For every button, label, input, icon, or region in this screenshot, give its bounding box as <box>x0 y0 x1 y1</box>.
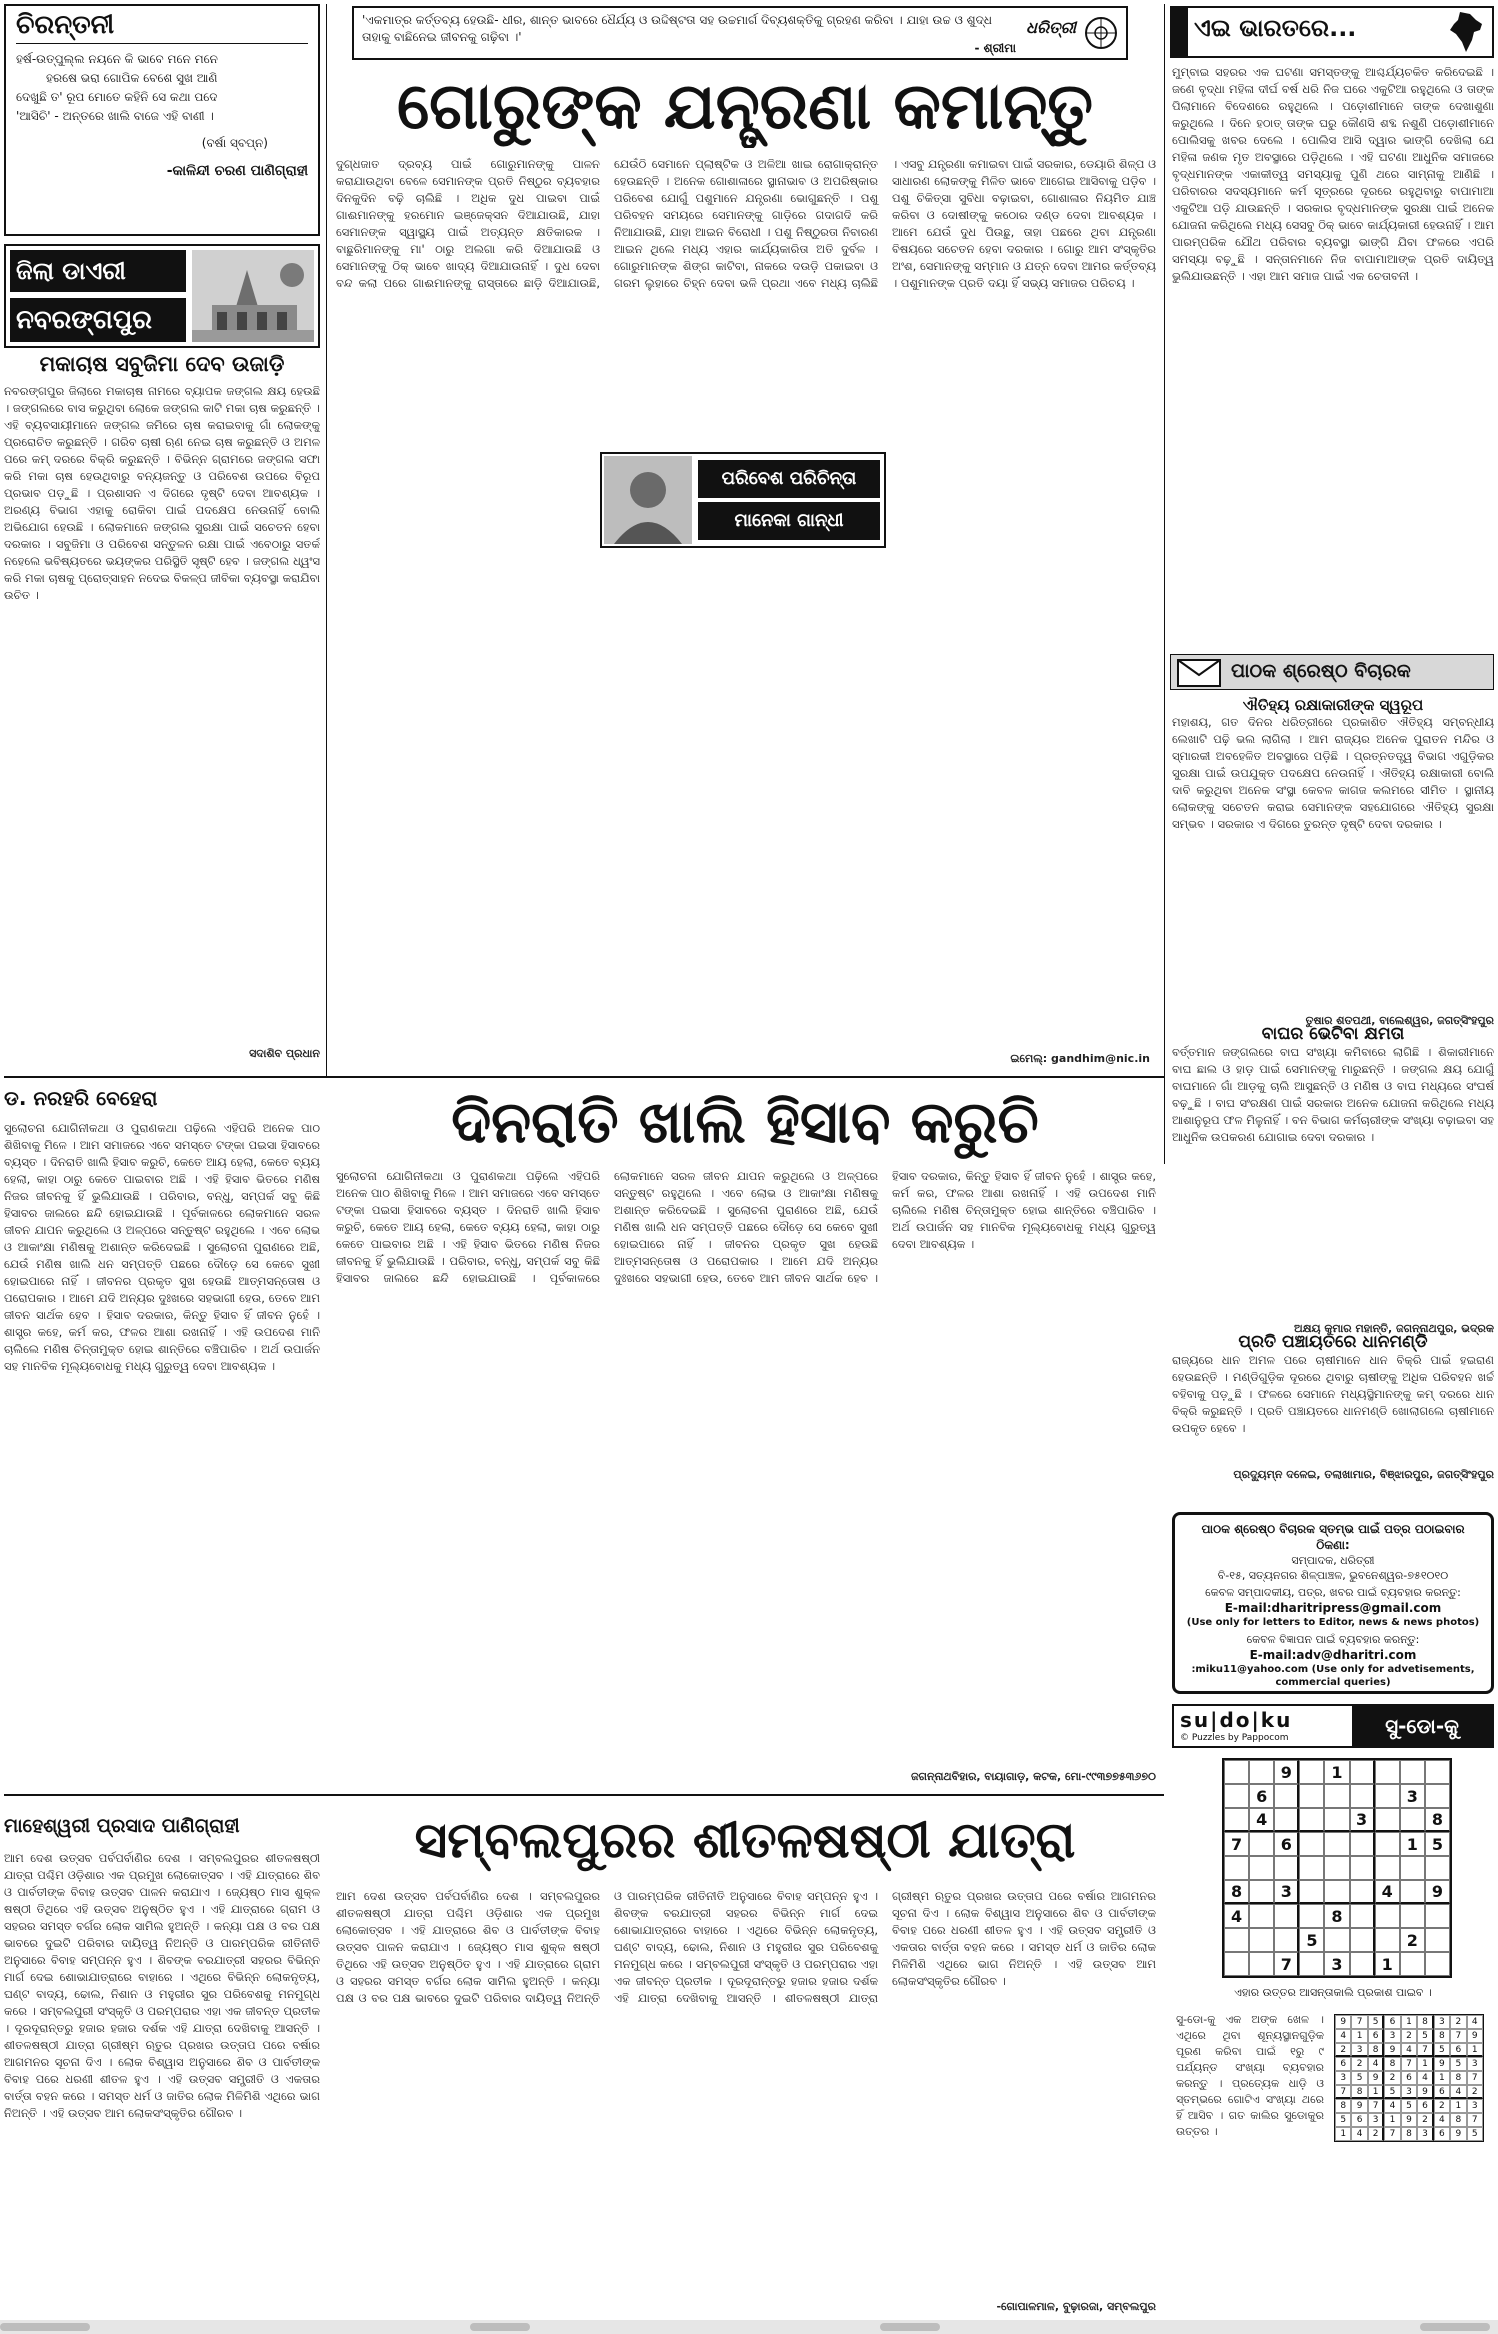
sudoku-cell <box>1299 1808 1324 1832</box>
sudoku-solution-cell: 2 <box>1434 2099 1450 2113</box>
sudoku-solution-cell: 1 <box>1417 2057 1433 2071</box>
sudoku-solution-cell: 7 <box>1368 2099 1384 2113</box>
district-diary-article <box>4 352 320 1072</box>
sudoku-solution-cell: 6 <box>1401 2071 1417 2085</box>
sudoku-solution-cell: 5 <box>1351 2071 1367 2085</box>
sudoku-solution-cell: 2 <box>1335 2043 1351 2057</box>
sudoku-cell: 1 <box>1324 1760 1349 1784</box>
sudoku-cell <box>1274 1784 1299 1808</box>
quote-author: - ଶ୍ରୀମା <box>974 41 1016 55</box>
sudoku-solution-cell: 8 <box>1450 2071 1466 2085</box>
sudoku-solution-cell: 4 <box>1351 2127 1367 2141</box>
letter-item <box>1172 1024 1494 1336</box>
sudoku-cell <box>1324 1856 1349 1880</box>
letter-body: ମହାଶୟ, ଗତ ଦିନର ଧରିତ୍ରୀରେ ପ୍ରକାଶିତ ଐତିହ୍ୟ ସମ୍ବନ୍ଧୀୟ ଲେଖାଟି ପଢ଼ି ଭଲ ଲାଗିଲା । ଆମ ରାଜ୍ୟର ଅନେକ ପୁରାତନ ମନ୍ଦିର ଓ ସ୍ମାରକୀ ଅବହେଳିତ ଅବସ୍ଥାରେ ପଡ଼ିଛି । ପ୍ରତ୍ନତତ୍ତ୍ୱ ବିଭାଗ ଏଗୁଡ଼ିକର ସୁରକ୍ଷା ପାଇଁ ଉପଯୁକ୍ତ ପଦକ୍ଷେପ ନେଉନାହିଁ । ଐତିହ୍ୟ ରକ୍ଷାକାରୀ ବୋଲି ଦାବି କରୁଥିବା ଅନେକ ସଂସ୍ଥା କେବଳ କାଗଜ କଲମରେ ସୀମିତ । ସ୍ଥାନୀୟ ଲୋକଙ୍କୁ ସଚେତନ କରାଇ ସେମାନଙ୍କ ସହଯୋଗରେ ଐତିହ୍ୟ ସୁରକ୍ଷା ସମ୍ଭବ । ସରକାର ଏ ଦିଗରେ ତୁରନ୍ତ ଦୃଷ୍ଟି ଦେବା ଦରକାର । <box>1172 715 1494 831</box>
sudoku-cell: 7 <box>1274 1952 1299 1976</box>
sudoku-cell <box>1425 1928 1450 1952</box>
sudoku-cell: 7 <box>1224 1832 1249 1856</box>
sudoku-solution-cell: 5 <box>1401 2099 1417 2113</box>
sudoku-cell <box>1375 1784 1400 1808</box>
sambalpur-author-heading <box>4 1808 320 1844</box>
poem-line: (ବର୍ଷା ସ୍ବପ୍ନ) <box>201 136 268 150</box>
sudoku-solution-cell: 2 <box>1417 2113 1433 2127</box>
sudoku-logo: su|do|ku <box>1180 1708 1293 1732</box>
poem-line: ହରଷେ ଭରା ଗୋପିକ ବେଶେ ସୁଖ ଆଣି <box>46 71 218 85</box>
sudoku-solution-cell: 7 <box>1335 2085 1351 2099</box>
sudoku-solution-cell: 6 <box>1434 2127 1450 2141</box>
sudoku-cell: 3 <box>1350 1808 1375 1832</box>
ei-bharatare-title: ଏଇ ଭାରତରେ... <box>1194 14 1357 42</box>
letter-title: ଐତିହ୍ୟ ରକ୍ଷାକାରୀଙ୍କ ସ୍ୱରୂପ <box>1242 696 1424 714</box>
sambalpur-author: ମାହେଶ୍ୱରୀ ପ୍ରସାଦ ପାଣିଗ୍ରାହୀ <box>4 1815 240 1837</box>
sudoku-title: ସୁ-ଡୋ-କୁ <box>1352 1706 1492 1746</box>
sudoku-solution-cell: 1 <box>1351 2029 1367 2043</box>
sudoku-cell <box>1375 1856 1400 1880</box>
sudoku-cell: 8 <box>1425 1808 1450 1832</box>
sudoku-solution-cell: 8 <box>1335 2099 1351 2113</box>
sudoku-cell <box>1299 1832 1324 1856</box>
sudoku-solution-cell: 4 <box>1450 2085 1466 2099</box>
sudoku-solution-cell: 3 <box>1384 2029 1400 2043</box>
lead-column-badge <box>600 452 886 548</box>
sudoku-solution-cell: 5 <box>1434 2043 1450 2057</box>
sudoku-solution-cell: 3 <box>1401 2085 1417 2099</box>
sudoku-grid <box>1222 1758 1452 1978</box>
district-author: ସଦାଶିବ ପ୍ରଧାନ <box>249 1047 320 1060</box>
sudoku-cell <box>1299 1856 1324 1880</box>
district-photo <box>192 250 314 342</box>
sudoku-solution-cell: 8 <box>1368 2043 1384 2057</box>
sudoku-solution-cell: 8 <box>1384 2057 1400 2071</box>
letter-title: ପ୍ରତି ପଞ୍ଚାୟତରେ ଧାନମଣ୍ଡି <box>1238 1332 1428 1352</box>
sudoku-solution-cell: 2 <box>1368 2127 1384 2141</box>
quote-box <box>352 6 1128 60</box>
sudoku-cell: 5 <box>1425 1832 1450 1856</box>
sudoku-cell: 4 <box>1375 1880 1400 1904</box>
narahari-author-heading <box>4 1082 320 1114</box>
sudoku-solution-cell: 7 <box>1351 2015 1367 2029</box>
sudoku-solution-cell: 5 <box>1467 2127 1483 2141</box>
sudoku-solution-cell: 1 <box>1450 2099 1466 2113</box>
sambalpur-body-lead: ଆମ ଦେଶ ଉତ୍ସବ ପର୍ବପର୍ବାଣିର ଦେଶ । ସମ୍ବଲପୁରର ଶୀତଳଷଷ୍ଠୀ ଯାତ୍ରା ପଶ୍ଚିମ ଓଡ଼ିଶାର ଏକ ପ୍ରମୁଖ ଲୋକୋତ୍ସବ । ଏହି ଯାତ୍ରାରେ ଶିବ ଓ ପାର୍ବତୀଙ୍କ ବିବାହ ଉତ୍ସବ ପାଳନ କରାଯାଏ । ଜ୍ୟେଷ୍ଠ ମାସ ଶୁକ୍ଳ ଷଷ୍ଠୀ ତିଥିରେ ଏହି ଉତ୍ସବ ଅନୁଷ୍ଠିତ ହୁଏ । ଏହି ଯାତ୍ରାରେ ଗ୍ରାମ ଓ ସହରର ସମସ୍ତ ବର୍ଗର ଲୋକ ସାମିଲ ହୁଅନ୍ତି । କନ୍ୟା ପକ୍ଷ ଓ ବର ପକ୍ଷ ଭାବରେ ଦୁଇଟି ପରିବାର ଦାୟିତ୍ୱ ନିଅନ୍ତି ଓ ପାରମ୍ପରିକ ରୀତିନୀତି ଅନୁସାରେ ବିବାହ ସମ୍ପନ୍ନ ହୁଏ । ଶିବଙ୍କ ବରଯାତ୍ରୀ ସହରର ବିଭିନ୍ନ ମାର୍ଗ ଦେଇ ଶୋଭାଯାତ୍ରାରେ ବାହାରେ । ଏଥିରେ ବିଭିନ୍ନ ଲୋକନୃତ୍ୟ, ଘଣ୍ଟ ବାଦ୍ୟ, ଢୋଲ, ନିଶାନ ଓ ମହୁରୀର ସୁର ପରିବେଶକୁ ମନମୁଗ୍ଧ କରେ । ସମ୍ବଲପୁରୀ ସଂସ୍କୃତି ଓ ପରମ୍ପରାର ଏହା ଏକ ଜୀବନ୍ତ ପ୍ରତୀକ । ଦୂରଦୂରାନ୍ତରୁ ହଜାର ହଜାର ଦର୍ଶକ ଏହି ଯାତ୍ରା ଦେଖିବାକୁ ଆସନ୍ତି । ଶୀତଳଷଷ୍ଠୀ ଯାତ୍ରା ଗ୍ରୀଷ୍ମ ଋତୁର ପ୍ରଖର ଉତ୍ତାପ ପରେ ବର୍ଷାର ଆଗମନର ସୂଚନା ଦିଏ । ଲୋକ ବିଶ୍ୱାସ ଅନୁସାରେ ଶିବ ଓ ପାର୍ବତୀଙ୍କ ବିବାହ ପରେ ଧରଣୀ ଶୀତଳ ହୁଏ । ଏହି ଉତ୍ସବ ସମ୍ପ୍ରୀତି ଓ ଏକତାର ବାର୍ତ୍ତା ବହନ କରେ । ସମସ୍ତ ଧର୍ମ ଓ ଜାତିର ଲୋକ ମିଳିମିଶି ଏଥିରେ ଭାଗ ନିଅନ୍ତି । ଏହି ଉତ୍ସବ ଆମ ଲୋକସଂସ୍କୃତିର ଗୌରବ । <box>4 1851 320 2120</box>
contact-heading: ପାଠକ ଶ୍ରେଷ୍ଠ ବିଚାରକ ସ୍ତମ୍ଭ ପାଇଁ ପତ୍ର ପଠାଇବାର ଠିକଣା: <box>1201 1522 1465 1552</box>
sudoku-cell <box>1224 1808 1249 1832</box>
author-avatar-icon <box>604 456 692 544</box>
sudoku-cell <box>1324 1832 1349 1856</box>
sudoku-solution-cell: 7 <box>1467 2113 1483 2127</box>
envelope-icon <box>1177 659 1221 687</box>
sudoku-cell <box>1324 1808 1349 1832</box>
sudoku-cell: 6 <box>1274 1832 1299 1856</box>
scrollbar-thumb[interactable] <box>470 2323 530 2331</box>
sudoku-solution-grid <box>1334 2014 1484 2142</box>
sudoku-solution-cell: 9 <box>1335 2015 1351 2029</box>
sudoku-solution-cell: 1 <box>1368 2085 1384 2099</box>
sudoku-solution-cell: 4 <box>1335 2029 1351 2043</box>
sudoku-cell <box>1299 1952 1324 1976</box>
narahari-author: ଡ. ନରହରି ବେହେରା <box>4 1086 158 1110</box>
sudoku-instructions: ସୁ-ଡୋ-କୁ ଏକ ଅଙ୍କ ଖେଳ । ଏଥିରେ ଥିବା ଶୂନ୍ୟସ୍ଥାନଗୁଡ଼ିକ ପୂରଣ କରିବା ପାଇଁ ୧ରୁ ୯ ପର୍ଯ୍ୟନ୍ତ ସଂଖ୍ୟା ବ୍ୟବହାର କରନ୍ତୁ । ପ୍ରତ୍ୟେକ ଧାଡ଼ି ଓ ସ୍ତମ୍ଭରେ ଗୋଟିଏ ସଂଖ୍ୟା ଥରେ ହିଁ ଆସିବ । ଗତ କାଲିର ସୁଡୋକୁର ଉତ୍ତର । <box>1176 2013 1324 2138</box>
temple-icon <box>192 250 314 342</box>
sudoku-cell <box>1249 1904 1274 1928</box>
poem-author: -କାଳିନ୍ଦୀ ଚରଣ ପାଣିଗ୍ରାହୀ <box>166 163 308 179</box>
district-body: ନବରଙ୍ଗପୁର ଜିଲାରେ ମକାଚାଷ ନାମରେ ବ୍ୟାପକ ଜଙ୍ଗଲ କ୍ଷୟ ହେଉଛି । ଜଙ୍ଗଲରେ ବାସ କରୁଥିବା ଲୋକେ ଜଙ୍ଗଲ କାଟି ମକା ଚାଷ କରୁଛନ୍ତି । ଏହି ବ୍ୟବସାୟୀମାନେ ଜଙ୍ଗଲ ଜମିରେ ଚାଷ କରାଇବାକୁ ଗାଁ ଲୋକଙ୍କୁ ପ୍ରରୋଚିତ କରୁଛନ୍ତି । ଗରିବ ଚାଷୀ ଋଣ ନେଇ ଚାଷ କରୁଛନ୍ତି ଓ ଅମଳ ପରେ କମ୍ ଦରରେ ବିକ୍ରି କରୁଛନ୍ତି । ବିଭିନ୍ନ ଗ୍ରାମରେ ଜଙ୍ଗଲ ସଫା କରି ମକା ଚାଷ ହେଉଥିବାରୁ ବନ୍ୟଜନ୍ତୁ ଓ ପରିବେଶ ଉପରେ ବିରୂପ ପ୍ରଭାବ ପଡ଼ୁଛି । ପ୍ରଶାସନ ଏ ଦିଗରେ ଦୃଷ୍ଟି ଦେବା ଆବଶ୍ୟକ । ଅରଣ୍ୟ ବିଭାଗ ଏହାକୁ ରୋକିବା ପାଇଁ ପଦକ୍ଷେପ ନେଉନାହିଁ ବୋଲି ଅଭିଯୋଗ ହେଉଛି । ଲୋକମାନେ ଜଙ୍ଗଲ ସୁରକ୍ଷା ପାଇଁ ସଚେତନ ହେବା ଦରକାର । ସବୁଜିମା ଓ ପରିବେଶ ସନ୍ତୁଳନ ରକ୍ଷା ପାଇଁ ଏବେଠାରୁ ସତର୍କ ନହେଲେ ଭବିଷ୍ୟତରେ ଭୟଙ୍କର ପରିସ୍ଥିତି ସୃଷ୍ଟି ହେବ । ଜଙ୍ଗଲ ଧ୍ୱଂସ କରି ମକା ଚାଷକୁ ପ୍ରୋତ୍ସାହନ ନଦେଇ ବିକଳ୍ପ ଜୀବିକା ବ୍ୟବସ୍ଥା କରାଯିବା ଉଚିତ । <box>4 384 320 602</box>
sudoku-solution-cell: 4 <box>1368 2057 1384 2071</box>
sudoku-solution-cell: 6 <box>1417 2099 1433 2113</box>
sudoku-cell <box>1249 1832 1274 1856</box>
contact-box <box>1172 1512 1494 1694</box>
sudoku-cell <box>1350 1880 1375 1904</box>
sudoku-solution-cell: 8 <box>1351 2085 1367 2099</box>
lead-author: ମାନେକା ଗାନ୍ଧୀ <box>698 502 880 540</box>
sudoku-solution-cell: 3 <box>1335 2071 1351 2085</box>
contact-ad-email[interactable]: E-mail:adv@dharitri.com <box>1249 1648 1417 1662</box>
sudoku-cell: 4 <box>1249 1808 1274 1832</box>
sudoku-solution-cell: 9 <box>1450 2127 1466 2141</box>
sudoku-cell: 3 <box>1324 1952 1349 1976</box>
sudoku-cell <box>1324 1880 1349 1904</box>
letter-title: ବାଘର ଭେଟିବା କ୍ଷମତା <box>1261 1024 1405 1044</box>
narahari-body: ସୁଲୋଚନା ଯୋଗିନୀକଥା ଓ ପୁରାଣକଥା ପଢ଼ିଲେ ଏହିପରି ଅନେକ ପାଠ ଶିଖିବାକୁ ମିଳେ । ଆମ ସମାଜରେ ଏବେ ସମସ୍ତେ ଟଙ୍କା ପଇସା ହିସାବରେ ବ୍ୟସ୍ତ । ଦିନରାତି ଖାଲି ହିସାବ କରୁଚି, କେତେ ଆୟ ହେଲା, କେତେ ବ୍ୟୟ ହେଲା, କାହା ଠାରୁ କେତେ ପାଇବାର ଅଛି । ଏହି ହିସାବ ଭିତରେ ମଣିଷ ନିଜର ଜୀବନକୁ ହିଁ ଭୁଲିଯାଉଛି । ପରିବାର, ବନ୍ଧୁ, ସମ୍ପର୍କ ସବୁ କିଛି ହିସାବର ଜାଲରେ ଛନ୍ଦି ହୋଇଯାଉଛି । ପୂର୍ବକାଳରେ ଲୋକମାନେ ସରଳ ଜୀବନ ଯାପନ କରୁଥିଲେ ଓ ଅଳ୍ପରେ ସନ୍ତୁଷ୍ଟ ରହୁଥିଲେ । ଏବେ ଲୋଭ ଓ ଆକାଂକ୍ଷା ମଣିଷକୁ ଅଶାନ୍ତ କରିଦେଇଛି । ସୁଲୋଚନା ପୁରାଣରେ ଅଛି, ଯେଉଁ ମଣିଷ ଖାଲି ଧନ ସମ୍ପତ୍ତି ପଛରେ ଦୌଡ଼େ ସେ କେବେ ସୁଖୀ ହୋଇପାରେ ନାହିଁ । ଜୀବନର ପ୍ରକୃତ ସୁଖ ହେଉଛି ଆତ୍ମସନ୍ତୋଷ ଓ ପରୋପକାର । ଆମେ ଯଦି ଅନ୍ୟର ଦୁଃଖରେ ସହଭାଗୀ ହେଉ, ତେବେ ଆମ ଜୀବନ ସାର୍ଥକ ହେବ । ହିସାବ ଦରକାର, କିନ୍ତୁ ହିସାବ ହିଁ ଜୀବନ ନୁହେଁ । ଶାସ୍ତ୍ର କହେ, କର୍ମ କର, ଫଳର ଆଶା ରଖନାହିଁ । ଏହି ଉପଦେଶ ମାନି ଚାଲିଲେ ମଣିଷ ଚିନ୍ତାମୁକ୍ତ ହୋଇ ଶାନ୍ତିରେ ବଞ୍ଚିପାରିବ । ଅର୍ଥ ଉପାର୍ଜନ ସହ ମାନବିକ ମୂଲ୍ୟବୋଧକୁ ମଧ୍ୟ ଗୁରୁତ୍ୱ ଦେବା ଆବଶ୍ୟକ । <box>336 1169 1156 1285</box>
sudoku-cell <box>1224 1856 1249 1880</box>
sudoku-solution-cell: 7 <box>1401 2057 1417 2071</box>
sudoku-solution-cell: 6 <box>1335 2057 1351 2071</box>
column-rule-left <box>326 4 327 1076</box>
sudoku-solution-cell: 9 <box>1401 2113 1417 2127</box>
column-rule-right <box>1164 4 1165 1164</box>
quote-text: 'ଏକମାତ୍ର କର୍ତ୍ତବ୍ୟ ହେଉଛି- ଧୀର, ଶାନ୍ତ ଭାବରେ ଧୈର୍ଯ୍ୟ ଓ ଉଦ୍ଦିଷ୍ଟତା ସହ ଉଚ୍ଚମାର୍ଗ ଦିବ୍ୟଶକ୍ତିକୁ ଗ୍ରହଣ କରିବା । ଯାହା ଉଚ୍ଚ ଓ ଶୁଦ୍ଧ ତାହାକୁ ବାଛିନେଇ ଜୀବନକୁ ଗଢ଼ିବା ।' <box>362 13 992 44</box>
sudoku-solution-cell: 5 <box>1335 2113 1351 2127</box>
sudoku-solution-cell: 5 <box>1450 2057 1466 2071</box>
sudoku-solution-cell: 9 <box>1417 2085 1433 2099</box>
india-map-icon <box>1446 10 1486 54</box>
sudoku-cell <box>1324 1784 1349 1808</box>
sudoku-cell <box>1224 1952 1249 1976</box>
sudoku-cell <box>1249 1760 1274 1784</box>
sudoku-solution-cell: 2 <box>1401 2029 1417 2043</box>
sudoku-cell <box>1299 1760 1324 1784</box>
narahari-headline: ଦିନରାତି ଖାଲି ହିସାବ କରୁଚି <box>451 1088 1039 1156</box>
sudoku-cell <box>1350 1832 1375 1856</box>
sudoku-solution-cell: 7 <box>1417 2043 1433 2057</box>
lead-headline: ଗୋରୁଙ୍କ ଯନ୍ତ୍ରଣା କମାନ୍ତୁ <box>397 70 1093 144</box>
sudoku-solution-cell: 5 <box>1368 2015 1384 2029</box>
sudoku-cell <box>1224 1928 1249 1952</box>
sudoku-solution-cell: 3 <box>1417 2127 1433 2141</box>
letter-item <box>1172 1332 1494 1482</box>
sudoku-solution-cell: 9 <box>1368 2071 1384 2085</box>
sudoku-solution-cell: 1 <box>1384 2113 1400 2127</box>
sudoku-cell <box>1249 1880 1274 1904</box>
sudoku-solution-cell: 2 <box>1384 2071 1400 2085</box>
sudoku-solution-cell: 9 <box>1467 2029 1483 2043</box>
sudoku-solution-cell: 6 <box>1384 2015 1400 2029</box>
sudoku-solution-cell: 3 <box>1467 2057 1483 2071</box>
sudoku-solution-cell: 9 <box>1351 2099 1367 2113</box>
sudoku-solution-cell: 4 <box>1434 2113 1450 2127</box>
sudoku-solution-cell: 6 <box>1368 2029 1384 2043</box>
poem-line: ଦେଖୁଛି ତ' ରୂପ ମୋତେ କହିନି ସେ କଥା ପଦେ <box>16 90 218 104</box>
sudoku-cell <box>1274 1928 1299 1952</box>
sudoku-solution-cell: 1 <box>1467 2043 1483 2057</box>
sudoku-cell: 1 <box>1375 1952 1400 1976</box>
sudoku-cell <box>1375 1832 1400 1856</box>
contact-editorial-use: (Use only for letters to Editor, news & news photos) <box>1186 1617 1480 1628</box>
sambalpur-body: ଆମ ଦେଶ ଉତ୍ସବ ପର୍ବପର୍ବାଣିର ଦେଶ । ସମ୍ବଲପୁରର ଶୀତଳଷଷ୍ଠୀ ଯାତ୍ରା ପଶ୍ଚିମ ଓଡ଼ିଶାର ଏକ ପ୍ରମୁଖ ଲୋକୋତ୍ସବ । ଏହି ଯାତ୍ରାରେ ଶିବ ଓ ପାର୍ବତୀଙ୍କ ବିବାହ ଉତ୍ସବ ପାଳନ କରାଯାଏ । ଜ୍ୟେଷ୍ଠ ମାସ ଶୁକ୍ଳ ଷଷ୍ଠୀ ତିଥିରେ ଏହି ଉତ୍ସବ ଅନୁଷ୍ଠିତ ହୁଏ । ଏହି ଯାତ୍ରାରେ ଗ୍ରାମ ଓ ସହରର ସମସ୍ତ ବର୍ଗର ଲୋକ ସାମିଲ ହୁଅନ୍ତି । କନ୍ୟା ପକ୍ଷ ଓ ବର ପକ୍ଷ ଭାବରେ ଦୁଇଟି ପରିବାର ଦାୟିତ୍ୱ ନିଅନ୍ତି ଓ ପାରମ୍ପରିକ ରୀତିନୀତି ଅନୁସାରେ ବିବାହ ସମ୍ପନ୍ନ ହୁଏ । ଶିବଙ୍କ ବରଯାତ୍ରୀ ସହରର ବିଭିନ୍ନ ମାର୍ଗ ଦେଇ ଶୋଭାଯାତ୍ରାରେ ବାହାରେ । ଏଥିରେ ବିଭିନ୍ନ ଲୋକନୃତ୍ୟ, ଘଣ୍ଟ ବାଦ୍ୟ, ଢୋଲ, ନିଶାନ ଓ ମହୁରୀର ସୁର ପରିବେଶକୁ ମନମୁଗ୍ଧ କରେ । ସମ୍ବଲପୁରୀ ସଂସ୍କୃତି ଓ ପରମ୍ପରାର ଏହା ଏକ ଜୀବନ୍ତ ପ୍ରତୀକ । ଦୂରଦୂରାନ୍ତରୁ ହଜାର ହଜାର ଦର୍ଶକ ଏହି ଯାତ୍ରା ଦେଖିବାକୁ ଆସନ୍ତି । ଶୀତଳଷଷ୍ଠୀ ଯାତ୍ରା ଗ୍ରୀଷ୍ମ ଋତୁର ପ୍ରଖର ଉତ୍ତାପ ପରେ ବର୍ଷାର ଆଗମନର ସୂଚନା ଦିଏ । ଲୋକ ବିଶ୍ୱାସ ଅନୁସାରେ ଶିବ ଓ ପାର୍ବତୀଙ୍କ ବିବାହ ପରେ ଧରଣୀ ଶୀତଳ ହୁଏ । ଏହି ଉତ୍ସବ ସମ୍ପ୍ରୀତି ଓ ଏକତାର ବାର୍ତ୍ତା ବହନ କରେ । ସମସ୍ତ ଧର୍ମ ଓ ଜାତିର ଲୋକ ମିଳିମିଶି ଏଥିରେ ଭାଗ ନିଅନ୍ତି । ଏହି ଉତ୍ସବ ଆମ ଲୋକସଂସ୍କୃତିର ଗୌରବ । <box>336 1889 1156 2005</box>
sudoku-solution-cell: 7 <box>1467 2071 1483 2085</box>
sudoku-solution-cell: 9 <box>1384 2043 1400 2057</box>
scrollbar-thumb[interactable] <box>880 2323 940 2331</box>
sudoku-cell: 8 <box>1324 1904 1349 1928</box>
sudoku-solution-cell: 3 <box>1368 2113 1384 2127</box>
contact-editorial-note: କେବଳ ସମ୍ପାଦକୀୟ, ପତ୍ର, ଖବର ପାଇଁ ବ୍ୟବହାର କରନ୍ତୁ: <box>1205 1586 1461 1599</box>
sudoku-credit: © Puzzles by Pappocom <box>1180 1733 1289 1743</box>
sudoku-cell: 8 <box>1224 1880 1249 1904</box>
sudoku-solution-cell: 6 <box>1450 2043 1466 2057</box>
sudoku-cell: 1 <box>1400 1832 1425 1856</box>
sudoku-cell: 4 <box>1224 1904 1249 1928</box>
sudoku-solution-cell: 7 <box>1384 2127 1400 2141</box>
scrollbar-thumb[interactable] <box>0 2323 90 2331</box>
sudoku-cell <box>1249 1952 1274 1976</box>
sudoku-solution-cell: 8 <box>1450 2113 1466 2127</box>
author-photo <box>604 456 692 544</box>
poem-line: ହର୍ଷ-ଉତ୍ପୁଲ୍ଲ ନୟନେ କି ଭାବେ ମନେ ମନେ <box>16 52 218 66</box>
sudoku-cell <box>1350 1760 1375 1784</box>
sudoku-cell <box>1249 1856 1274 1880</box>
sudoku-cell <box>1274 1808 1299 1832</box>
sudoku-cell <box>1249 1928 1274 1952</box>
letter-author: ଅକ୍ଷୟ କୁମାର ମହାନ୍ତି, ଜଗନ୍ନାଥପୁର, ଭଦ୍ରକ <box>1293 1322 1494 1335</box>
sudoku-cell: 3 <box>1400 1784 1425 1808</box>
scrollbar-thumb[interactable] <box>1420 2323 1490 2331</box>
header-band-accent <box>1172 8 1188 56</box>
sudoku-solution-cell: 5 <box>1417 2029 1433 2043</box>
poem-lines <box>16 50 308 153</box>
sudoku-solution-cell: 4 <box>1467 2015 1483 2029</box>
sudoku-cell <box>1425 1856 1450 1880</box>
district-diary <box>4 244 320 348</box>
letter-author: ତୁଷାର ଶତପଥୀ, ବାଲେଶ୍ୱର, ଜଗତ୍‌ସିଂହପୁର <box>1305 1014 1494 1027</box>
sudoku-cell: 2 <box>1400 1928 1425 1952</box>
sudoku-cell <box>1425 1952 1450 1976</box>
sudoku-cell: 3 <box>1274 1880 1299 1904</box>
letter-item <box>1172 696 1494 1028</box>
section-rule <box>4 1076 1164 1078</box>
letter-body: ବର୍ତ୍ତମାନ ଜଙ୍ଗଲରେ ବାଘ ସଂଖ୍ୟା କମିବାରେ ଲାଗିଛି । ଶିକାରୀମାନେ ବାଘ ଛାଲ ଓ ହାଡ଼ ପାଇଁ ସେମାନଙ୍କୁ ମାରୁଛନ୍ତି । ଜଙ୍ଗଲ କ୍ଷୟ ଯୋଗୁଁ ବାଘମାନେ ଗାଁ ଆଡ଼କୁ ଚାଲି ଆସୁଛନ୍ତି ଓ ମଣିଷ ଓ ବାଘ ମଧ୍ୟରେ ସଂଘର୍ଷ ବଢ଼ୁଛି । ବାଘ ସଂରକ୍ଷଣ ପାଇଁ ସରକାର ଅନେକ ଯୋଜନା କରିଥିଲେ ମଧ୍ୟ ଆଶାନୁରୂପ ଫଳ ମିଳୁନାହିଁ । ବନ ବିଭାଗ କର୍ମଚାରୀଙ୍କ ସଂଖ୍ୟା ବଢ଼ାଇବା ସହ ଆଧୁନିକ ଉପକରଣ ଯୋଗାଇ ଦେବା ଦରକାର । <box>1172 1045 1494 1144</box>
sudoku-cell <box>1375 1808 1400 1832</box>
ei-bharatare-body: ମୁମ୍ବାଇ ସହରର ଏକ ଘଟଣା ସମସ୍ତଙ୍କୁ ଆଶ୍ଚର୍ଯ୍ୟଚକିତ କରିଦେଇଛି । ଜଣେ ବୃଦ୍ଧା ମହିଳା ଦୀର୍ଘ ବର୍ଷ ଧରି ନିଜ ଘରେ ଏକୁଟିଆ ରହୁଥିଲେ ଓ ତାଙ୍କ ପିଲାମାନେ ବିଦେଶରେ ରହୁଥିଲେ । ପଡ଼ୋଶୀମାନେ ତାଙ୍କ ଦେଖାଶୁଣା କରୁଥିଲେ । ଦିନେ ହଠାତ୍ ତାଙ୍କ ଘରୁ କୌଣସି ଶବ୍ଦ ନଶୁଣି ପଡ଼ୋଶୀମାନେ ପୋଲିସକୁ ଖବର ଦେଲେ । ପୋଲିସ ଆସି ଦ୍ୱାର ଭାଙ୍ଗି ଦେଖିଲା ଯେ ମହିଳା ଜଣକ ମୃତ ଅବସ୍ଥାରେ ପଡ଼ିଥିଲେ । ଏହି ଘଟଣା ଆଧୁନିକ ସମାଜରେ ବୃଦ୍ଧମାନଙ୍କ ଏକାକୀତ୍ୱ ସମସ୍ୟାକୁ ପୁଣି ଥରେ ସାମ୍ନାକୁ ଆଣିଛି । ପରିବାରର ସଦସ୍ୟମାନେ କର୍ମ ସୂତ୍ରରେ ଦୂରରେ ରହୁଥିବାରୁ ବାପାମାଆ ଏକୁଟିଆ ପଡ଼ି ଯାଉଛନ୍ତି । ସରକାର ବୃଦ୍ଧମାନଙ୍କ ସୁରକ୍ଷା ପାଇଁ ଅନେକ ଯୋଜନା କରିଥିଲେ ମଧ୍ୟ ସେସବୁ ଠିକ୍ ଭାବେ କାର୍ଯ୍ୟକାରୀ ହେଉନାହିଁ । ଆମ ପାରମ୍ପରିକ ଯୌଥ ପରିବାର ବ୍ୟବସ୍ଥା ଭାଙ୍ଗି ଯିବା ଫଳରେ ଏପରି ସମସ୍ୟା ବଢ଼ୁଛି । ସନ୍ତାନମାନେ ନିଜ ବାପାମାଆଙ୍କ ପ୍ରତି ଦାୟିତ୍ୱ ଭୁଲିଯାଉଛନ୍ତି । ଏହା ଆମ ସମାଜ ପାଇଁ ଏକ ଚେତାବନୀ । <box>1172 65 1494 283</box>
contact-ad-note: କେବଳ ବିଜ୍ଞାପନ ପାଇଁ ବ୍ୟବହାର କରନ୍ତୁ: <box>1246 1633 1420 1646</box>
letter-body: ରାଜ୍ୟରେ ଧାନ ଅମଳ ପରେ ଚାଷୀମାନେ ଧାନ ବିକ୍ରି ପାଇଁ ହଇରାଣ ହେଉଛନ୍ତି । ମଣ୍ଡିଗୁଡ଼ିକ ଦୂରରେ ଥିବାରୁ ଚାଷୀଙ୍କୁ ଅଧିକ ପରିବହନ ଖର୍ଚ୍ଚ ବହିବାକୁ ପଡ଼ୁଛି । ଫଳରେ ସେମାନେ ମଧ୍ୟସ୍ଥିମାନଙ୍କୁ କମ୍ ଦରରେ ଧାନ ବିକ୍ରି କରୁଛନ୍ତି । ପ୍ରତି ପଞ୍ଚାୟତରେ ଧାନମଣ୍ଡି ଖୋଲାଗଲେ ଚାଷୀମାନେ ଉପକୃତ ହେବେ । <box>1172 1353 1494 1435</box>
sudoku-cell <box>1375 1928 1400 1952</box>
sudoku-cell <box>1299 1784 1324 1808</box>
sudoku-cell: 9 <box>1425 1880 1450 1904</box>
sudoku-cell <box>1350 1928 1375 1952</box>
sudoku-cell <box>1224 1784 1249 1808</box>
sudoku-cell <box>1299 1904 1324 1928</box>
sudoku-cell <box>1274 1856 1299 1880</box>
sudoku-solution-cell: 4 <box>1384 2099 1400 2113</box>
sudoku-solution-cell: 1 <box>1401 2015 1417 2029</box>
sudoku-cell <box>1350 1904 1375 1928</box>
sudoku-solution-cell: 2 <box>1467 2085 1483 2099</box>
sudoku-cell <box>1400 1880 1425 1904</box>
letter-author: ପ୍ରଦ୍ୟୁମ୍ନ ଦଳେଇ, ତଲାଖାମାର, ବିଞ୍ଝାରପୁର, ଜଗତ୍‌ସିଂହପୁର <box>1233 1468 1494 1481</box>
sudoku-cell: 5 <box>1299 1928 1324 1952</box>
sudoku-cell <box>1324 1928 1349 1952</box>
sudoku-cell <box>1299 1880 1324 1904</box>
sudoku-solution-cell: 5 <box>1384 2085 1400 2099</box>
sudoku-solution-cell: 6 <box>1351 2113 1367 2127</box>
sudoku-solution-cell: 8 <box>1401 2127 1417 2141</box>
sudoku-solution-cell: 3 <box>1434 2015 1450 2029</box>
sudoku-solution-cell: 8 <box>1434 2029 1450 2043</box>
sudoku-solution-cell: 2 <box>1450 2015 1466 2029</box>
sudoku-cell <box>1425 1760 1450 1784</box>
section-rule <box>4 1794 1164 1796</box>
narahari-body-lead: ସୁଲୋଚନା ଯୋଗିନୀକଥା ଓ ପୁରାଣକଥା ପଢ଼ିଲେ ଏହିପରି ଅନେକ ପାଠ ଶିଖିବାକୁ ମିଳେ । ଆମ ସମାଜରେ ଏବେ ସମସ୍ତେ ଟଙ୍କା ପଇସା ହିସାବରେ ବ୍ୟସ୍ତ । ଦିନରାତି ଖାଲି ହିସାବ କରୁଚି, କେତେ ଆୟ ହେଲା, କେତେ ବ୍ୟୟ ହେଲା, କାହା ଠାରୁ କେତେ ପାଇବାର ଅଛି । ଏହି ହିସାବ ଭିତରେ ମଣିଷ ନିଜର ଜୀବନକୁ ହିଁ ଭୁଲିଯାଉଛି । ପରିବାର, ବନ୍ଧୁ, ସମ୍ପର୍କ ସବୁ କିଛି ହିସାବର ଜାଲରେ ଛନ୍ଦି ହୋଇଯାଉଛି । ପୂର୍ବକାଳରେ ଲୋକମାନେ ସରଳ ଜୀବନ ଯାପନ କରୁଥିଲେ ଓ ଅଳ୍ପରେ ସନ୍ତୁଷ୍ଟ ରହୁଥିଲେ । ଏବେ ଲୋଭ ଓ ଆକାଂକ୍ଷା ମଣିଷକୁ ଅଶାନ୍ତ କରିଦେଇଛି । ସୁଲୋଚନା ପୁରାଣରେ ଅଛି, ଯେଉଁ ମଣିଷ ଖାଲି ଧନ ସମ୍ପତ୍ତି ପଛରେ ଦୌଡ଼େ ସେ କେବେ ସୁଖୀ ହୋଇପାରେ ନାହିଁ । ଜୀବନର ପ୍ରକୃତ ସୁଖ ହେଉଛି ଆତ୍ମସନ୍ତୋଷ ଓ ପରୋପକାର । ଆମେ ଯଦି ଅନ୍ୟର ଦୁଃଖରେ ସହଭାଗୀ ହେଉ, ତେବେ ଆମ ଜୀବନ ସାର୍ଥକ ହେବ । ହିସାବ ଦରକାର, କିନ୍ତୁ ହିସାବ ହିଁ ଜୀବନ ନୁହେଁ । ଶାସ୍ତ୍ର କହେ, କର୍ମ କର, ଫଳର ଆଶା ରଖନାହିଁ । ଏହି ଉପଦେଶ ମାନି ଚାଲିଲେ ମଣିଷ ଚିନ୍ତାମୁକ୍ତ ହୋଇ ଶାନ୍ତିରେ ବଞ୍ଚିପାରିବ । ଅର୍ଥ ଉପାର୍ଜନ ସହ ମାନବିକ ମୂଲ୍ୟବୋଧକୁ ମଧ୍ୟ ଗୁରୁତ୍ୱ ଦେବା ଆବଶ୍ୟକ । <box>4 1121 320 1373</box>
sudoku-cell <box>1400 1904 1425 1928</box>
lead-column-label: ପରିବେଶ ପରିଚିନ୍ତା <box>698 460 880 498</box>
sudoku-answer-note: ଏହାର ଉତ୍ତର ଆସନ୍ତାକାଲି ପ୍ରକାଶ ପାଇବ । <box>1234 1986 1432 1999</box>
letters-section-title: ପାଠକ ଶ୍ରେଷ୍ଠ ବିଚାରକ <box>1231 660 1411 682</box>
emblem-icon <box>1084 16 1118 50</box>
sudoku-cell <box>1274 1904 1299 1928</box>
sudoku-solution-cell: 2 <box>1351 2057 1367 2071</box>
sudoku-cell <box>1425 1784 1450 1808</box>
dharitri-logo: ଧରିତ୍ରୀ <box>1026 18 1076 37</box>
district-headline: ମକାଚାଷ ସବୁଜିମା ଦେବ ଉଜାଡ଼ି <box>39 352 285 376</box>
sudoku-solution-cell: 6 <box>1434 2085 1450 2099</box>
contact-editorial-email[interactable]: E-mail:dharitripress@gmail.com <box>1224 1601 1442 1615</box>
sudoku-solution-cell: 4 <box>1417 2071 1433 2085</box>
sudoku-solution-cell: 3 <box>1351 2043 1367 2057</box>
poem-line: 'ଆସିଚି' - ଅନ୍ତରେ ଖାଲି ବାଜେ ଏହି ବାଣୀ । <box>16 109 214 123</box>
sudoku-solution-cell: 3 <box>1467 2099 1483 2113</box>
sudoku-cell <box>1350 1952 1375 1976</box>
sudoku-solution-cell: 1 <box>1434 2071 1450 2085</box>
sudoku-cell: 6 <box>1249 1784 1274 1808</box>
sambalpur-credit: -ଗୋପାଳମାଳ, ବୁଢ଼ାରଜା, ସମ୍ବଲପୁର <box>996 2300 1156 2313</box>
sudoku-solution-cell: 8 <box>1417 2015 1433 2029</box>
lead-body: ଦୁଗ୍ଧଜାତ ଦ୍ରବ୍ୟ ପାଇଁ ଗୋରୁମାନଙ୍କୁ ପାଳନ କରାଯାଉଥିବା ବେଳେ ସେମାନଙ୍କ ପ୍ରତି ନିଷ୍ଠୁର ବ୍ୟବହାର ଦିନକୁଦିନ ବଢ଼ି ଚାଲିଛି । ଅଧିକ ଦୁଧ ପାଇବା ପାଇଁ ଗାଈମାନଙ୍କୁ ହରମୋନ ଇଞ୍ଜେକ୍ସନ ଦିଆଯାଉଛି, ଯାହା ସେମାନଙ୍କ ସ୍ୱାସ୍ଥ୍ୟ ପାଇଁ ଅତ୍ୟନ୍ତ କ୍ଷତିକାରକ । ବାଛୁରିମାନଙ୍କୁ ମା' ଠାରୁ ଅଲଗା କରି ଦିଆଯାଉଛି ଓ ସେମାନଙ୍କୁ ଠିକ୍ ଭାବେ ଖାଦ୍ୟ ଦିଆଯାଉନାହିଁ । ଦୁଧ ଦେବା ବନ୍ଦ କଲା ପରେ ଗାଈମାନଙ୍କୁ ରାସ୍ତାରେ ଛାଡ଼ି ଦିଆଯାଉଛି, ଯେଉଁଠି ସେମାନେ ପ୍ଲାଷ୍ଟିକ ଓ ଅଳିଆ ଖାଇ ରୋଗାକ୍ରାନ୍ତ ହେଉଛନ୍ତି । ଅନେକ ଗୋଶାଳାରେ ସ୍ଥାନାଭାବ ଓ ଅପରିଷ୍କାର ପରିବେଶ ଯୋଗୁଁ ପଶୁମାନେ ଯନ୍ତ୍ରଣା ଭୋଗୁଛନ୍ତି । ପଶୁ ପରିବହନ ସମୟରେ ସେମାନଙ୍କୁ ଗାଡ଼ିରେ ଗଦାଗଦି କରି ନିଆଯାଉଛି, ଯାହା ଆଇନ ବିରୋଧୀ । ପଶୁ ନିଷ୍ଠୁରତା ନିବାରଣ ଆଇନ ଥିଲେ ମଧ୍ୟ ଏହାର କାର୍ଯ୍ୟକାରିତା ଅତି ଦୁର୍ବଳ । ଗୋରୁମାନଙ୍କ ଶିଙ୍ଗ କାଟିବା, ନାକରେ ଦଉଡ଼ି ପକାଇବା ଓ ଗରମ ଲୁହାରେ ଚିହ୍ନ ଦେବା ଭଳି ପ୍ରଥା ଏବେ ମଧ୍ୟ ଚାଲିଛି । ଏସବୁ ଯନ୍ତ୍ରଣା କମାଇବା ପାଇଁ ସରକାର, ଡେୟାରି ଶିଳ୍ପ ଓ ସାଧାରଣ ଲୋକଙ୍କୁ ମିଳିତ ଭାବେ ଆଗେଇ ଆସିବାକୁ ପଡ଼ିବ । ପଶୁ ଚିକିତ୍ସା ସୁବିଧା ବଢ଼ାଇବା, ଗୋଶାଳାର ନିୟମିତ ଯାଞ୍ଚ କରିବା ଓ ଦୋଷୀଙ୍କୁ କଠୋର ଦଣ୍ଡ ଦେବା ଆବଶ୍ୟକ । ଆମେ ଯେଉଁ ଦୁଧ ପିଉଛୁ, ତାହା ପଛରେ ଥିବା ଯନ୍ତ୍ରଣା ବିଷୟରେ ସଚେତନ ହେବା ଦରକାର । ଗୋରୁ ଆମ ସଂସ୍କୃତିର ଅଂଶ, ସେମାନଙ୍କୁ ସମ୍ମାନ ଓ ଯତ୍ନ ଦେବା ଆମର କର୍ତ୍ତବ୍ୟ । ପଶୁମାନଙ୍କ ପ୍ରତି ଦୟା ହିଁ ସଭ୍ୟ ସମାଜର ପରିଚୟ । <box>336 157 1156 290</box>
sudoku-solution-cell: 4 <box>1401 2043 1417 2057</box>
district-diary-label: ଜିଲା ଡାଏରୀ <box>10 250 186 292</box>
district-name: ନବରଙ୍ଗପୁର <box>10 298 186 342</box>
sudoku-cell: 9 <box>1274 1760 1299 1784</box>
sudoku-cell <box>1425 1904 1450 1928</box>
horizontal-scrollbar[interactable] <box>0 2320 1498 2334</box>
narahari-credit: ଜଗନ୍ନାଥବିହାର, ବାୟାଗାଡ଼, କଟକ, ମୋ-୯୯୩୭୭୫୩୬୭୦ <box>910 1770 1156 1783</box>
sudoku-cell <box>1400 1808 1425 1832</box>
sudoku-solution-cell: 7 <box>1450 2029 1466 2043</box>
sambalpur-headline: ସମ୍ବଲପୁରର ଶୀତଳଷଷ୍ଠୀ ଯାତ୍ରା <box>414 1811 1076 1869</box>
contact-address-line: ବି-୧୫, ସତ୍ୟନଗର ଶିଳ୍ପାଞ୍ଚଳ, ଭୁବନେଶ୍ୱର-୭୫୧୦୧୦ <box>1217 1569 1449 1582</box>
sudoku-header <box>1172 1704 1494 1748</box>
letters-header <box>1170 654 1494 690</box>
lead-email: ଇମେଲ୍: gandhim@nic.in <box>1010 1052 1150 1065</box>
sudoku-cell <box>1375 1904 1400 1928</box>
sudoku-solution-cell: 1 <box>1335 2127 1351 2141</box>
sudoku-cell <box>1400 1760 1425 1784</box>
poem-box-title: ଚିରନ୍ତନୀ <box>16 10 308 44</box>
sudoku-cell <box>1350 1856 1375 1880</box>
sudoku-cell <box>1224 1760 1249 1784</box>
sudoku-solution-cell: 9 <box>1434 2057 1450 2071</box>
contact-address-line: ସମ୍ପାଦକ, ଧରିତ୍ରୀ <box>1291 1554 1375 1567</box>
sudoku-cell <box>1375 1760 1400 1784</box>
sudoku-cell <box>1350 1784 1375 1808</box>
poem-box <box>4 4 320 236</box>
ei-bharatare-header <box>1170 6 1494 58</box>
sudoku-cell <box>1400 1952 1425 1976</box>
sudoku-cell <box>1400 1856 1425 1880</box>
contact-ad-email-alt[interactable]: :miku11@yahoo.com (Use only for advetisements, commercial queries) <box>1191 1664 1475 1688</box>
